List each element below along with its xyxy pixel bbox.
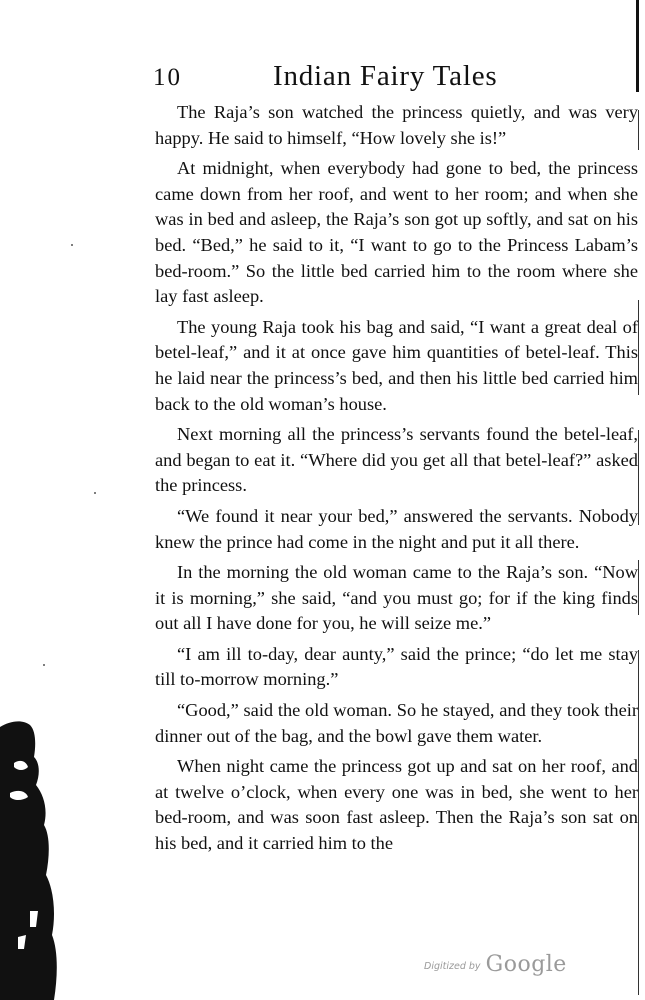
paragraph-9: When night came the princess got up and sat on her roof, and at twelve o’clock, when every one was in bed, she went to her bed-room, and was soon fast asleep. Then the Raja’s son sat on his bed, and it carried him to the	[155, 756, 638, 854]
scan-binding-edge-segment	[638, 300, 639, 395]
scan-speck	[71, 244, 73, 246]
paragraph-4: Next morning all the princess’s servants found the betel-leaf, and began to eat it. “Where did you get all that betel-leaf?” asked the princess.	[155, 424, 638, 496]
paragraph-5: “We found it near your bed,” answered the servants. Nobody knew the prince had come in the night and put it all there.	[155, 505, 638, 552]
scan-binding-edge-segment	[638, 560, 639, 615]
scan-speck	[94, 492, 96, 494]
paragraph-2: At midnight, when everybody had gone to bed, the princess came down from her roof, and went to her room; and when she was in bed and asleep, the Raja’s son got up softly, and sat on his bed. “Bed,” he said to it, “I want to go to the Princess Labam’s bed-room.” So the little bed carried him to the room where she lay fast asleep.	[155, 158, 638, 307]
watermark-brand: Google	[485, 952, 567, 977]
running-title: Indian Fairy Tales	[273, 60, 498, 92]
digitized-by-google-watermark	[424, 952, 567, 977]
paragraph-6: In the morning the old woman came to the Raja’s son. “Now it is morning,” she said, “and you must go; for if the king finds out all I have done for you, he will seize me.”	[155, 562, 638, 634]
scan-speck	[43, 664, 45, 666]
scan-edge-figure	[0, 715, 62, 1000]
scan-binding-edge-segment	[638, 110, 639, 150]
scan-binding-edge-segment	[638, 430, 639, 525]
page-number: 10	[153, 64, 182, 91]
watermark-prefix: Digitized by	[424, 961, 481, 972]
scan-binding-edge-top	[636, 0, 639, 92]
paragraph-8: “Good,” said the old woman. So he stayed, and they took their dinner out of the bag, and the bowl gave them water.	[155, 700, 638, 746]
paragraph-3: The young Raja took his bag and said, “I want a great deal of betel-leaf,” and it at once gave him quantities of betel-leaf. This he laid near the princess’s bed, and then his little bed carried him back to the old woman’s house.	[155, 316, 638, 414]
paragraph-7: “I am ill to-day, dear aunty,” said the prince; “do let me stay till to-morrow morning.”	[155, 643, 638, 690]
body-text	[155, 100, 638, 862]
paragraph-1: The Raja’s son watched the princess quietly, and was very happy. He said to himself, “How lovely she is!”	[155, 102, 638, 148]
scan-binding-edge-segment	[638, 650, 639, 995]
